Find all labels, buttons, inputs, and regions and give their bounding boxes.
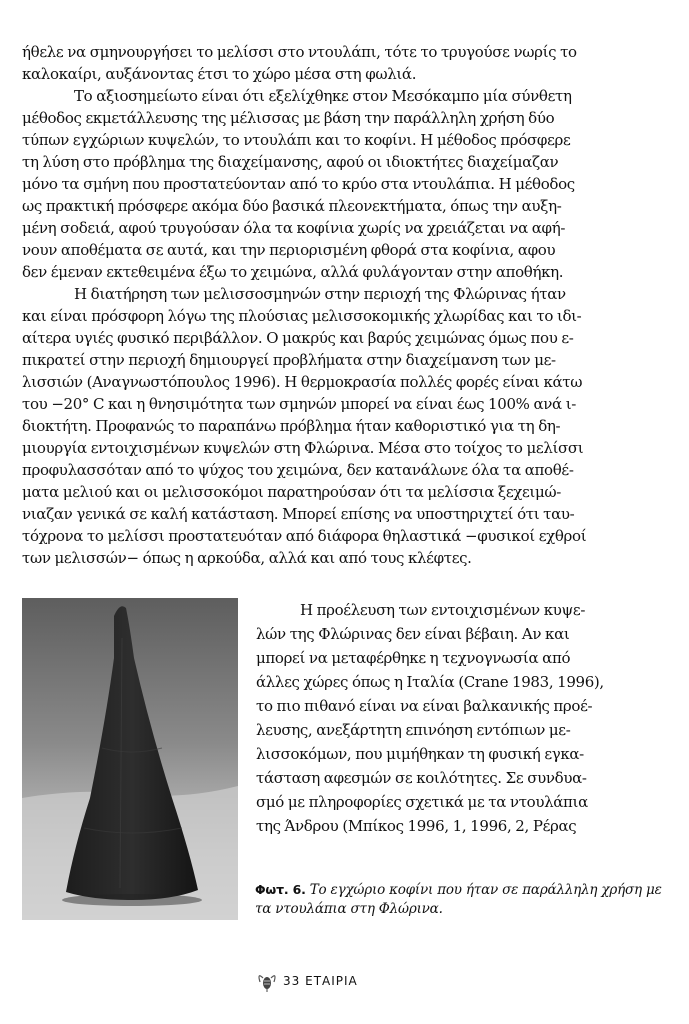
text-line: λισσιών (Αναγνωστόπουλος 1996). Η θερμοκρασία πολλές φορές είναι κάτω (22, 373, 583, 391)
text-line: του −20° C και η θνησιμότητα των σμηνών μπορεί να είναι έως 100% ανά ι- (22, 395, 576, 413)
bee-logo-icon (255, 970, 279, 992)
text-line: ήθελε να σμηνουργήσει το μελίσσι στο ντουλάπι, τότε το τρυγούσε νωρίς το (22, 43, 577, 61)
text-line: μένη σοδειά, αφού τρυγούσαν όλα τα κοφίνια χωρίς να χρειάζεται να αφή- (22, 219, 566, 237)
text-line: άλλες χώρες όπως η Ιταλία (Crane 1983, 1996), (256, 673, 604, 691)
text-line: μπορεί να μεταφέρθηκε η τεχνογνωσία από (256, 649, 571, 667)
page-footer (255, 970, 435, 992)
photo-straw-beehive (22, 598, 238, 920)
text-line: λισσοκόμων, που μιμήθηκαν τη φυσική εγκα- (256, 745, 584, 763)
text-line: και είναι πρόσφορη λόγω της πλούσιας μελισσοκομικής χλωρίδας και το ιδι- (22, 307, 582, 325)
text-line: των μελισσών− όπως η αρκούδα, αλλά και από τους κλέφτες. (22, 549, 472, 567)
text-line: μιουργία εντοιχισμένων κυψελών στη Φλώρινα. Μέσα στο τοίχος το μελίσσι (22, 439, 584, 457)
text-line: νιαζαν γενικά σε καλή κατάσταση. Μπορεί επίσης να υποστηριχτεί ότι ταυ- (22, 505, 575, 523)
conical-straw-skep-image (22, 598, 238, 920)
text-line: ματα μελιού και οι μελισσοκόμοι παρατηρούσαν ότι τα μελίσσια ξεχειμώ- (22, 483, 561, 501)
text-line: ως πρακτική πρόσφερε ακόμα δύο βασικά πλεονεκτήματα, όπως την αυξη- (22, 197, 562, 215)
text-line: καλοκαίρι, αυξάνοντας έτσι το χώρο μέσα στη φωλιά. (22, 65, 417, 83)
text-line: Το αξιοσημείωτο είναι ότι εξελίχθηκε στον Μεσόκαμπο μία σύνθετη (74, 87, 572, 105)
text-line: Η διατήρηση των μελισσοσμηνών στην περιοχή της Φλώρινας ήταν (74, 285, 566, 303)
text-line: σμό με πληροφορίες σχετικά με τα ντουλάπια (256, 793, 588, 811)
text-line: νουν αποθέματα σε αυτά, και την περιορισμένη φθορά στα κοφίνια, αφου (22, 241, 556, 259)
publisher-name: ΕΤΑΙΡΙΑ (305, 974, 358, 988)
text-line: μέθοδος εκμετάλλευσης της μέλισσας με βάση την παράλληλη χρήση δύο (22, 109, 555, 127)
text-line: τύπων εγχώριων κυψελών, το ντουλάπι και το κοφίνι. Η μέθοδος πρόσφερε (22, 131, 571, 149)
text-line: Η προέλευση των εντοιχισμένων κυψε- (300, 601, 586, 619)
text-line: μόνο τα σμήνη που προστατεύονταν από το κρύο στα ντουλάπια. Η μέθοδος (22, 175, 575, 193)
text-line: τάσταση αφεσμών σε κοιλότητες. Σε συνδυα- (256, 769, 587, 787)
page-number: 33 (283, 974, 301, 988)
text-line: το πιο πιθανό είναι να είναι βαλκανικής προέ- (256, 697, 593, 715)
text-line: της Άνδρου (Μπίκος 1996, 1, 1996, 2, Ρέρας (256, 817, 577, 835)
text-line: τη λύση στο πρόβλημα της διαχείμανσης, αφού οι ιδιοκτήτες διαχείμαζαν (22, 153, 559, 171)
text-line: αίτερα υγιές φυσικό περιβάλλον. Ο μακρύς και βαρύς χειμώνας όμως που ε- (22, 329, 574, 347)
text-line: πικρατεί στην περιοχή δημιουργεί προβλήματα στην διαχείμανση των με- (22, 351, 556, 369)
text-line: τόχρονα το μελίσσι προστατευόταν από διάφορα θηλαστικά −φυσικοί εχθροί (22, 527, 587, 545)
text-line: λευσης, ανεξάρτητη επινόηση εντόπιων με- (256, 721, 571, 739)
text-line: λών της Φλώρινας δεν είναι βέβαιη. Αν και (256, 625, 570, 643)
caption-label: Φωτ. 6. (255, 882, 306, 897)
caption-text: Το εγχώριο κοφίνι που ήταν σε παράλληλη χρήση με τα ντουλάπια στη Φλώρινα. (255, 882, 662, 917)
text-line: δεν έμεναν εκτεθειμένα έξω το χειμώνα, αλλά φυλάγονταν στην αποθήκη. (22, 263, 564, 281)
text-line: προφυλασσόταν από το ψύχος του χειμώνα, δεν κατανάλωνε όλα τα αποθέ- (22, 461, 574, 479)
photo-caption (255, 880, 665, 919)
text-line: διοκτήτη. Προφανώς το παραπάνω πρόβλημα ήταν καθοριστικό για τη δη- (22, 417, 561, 435)
